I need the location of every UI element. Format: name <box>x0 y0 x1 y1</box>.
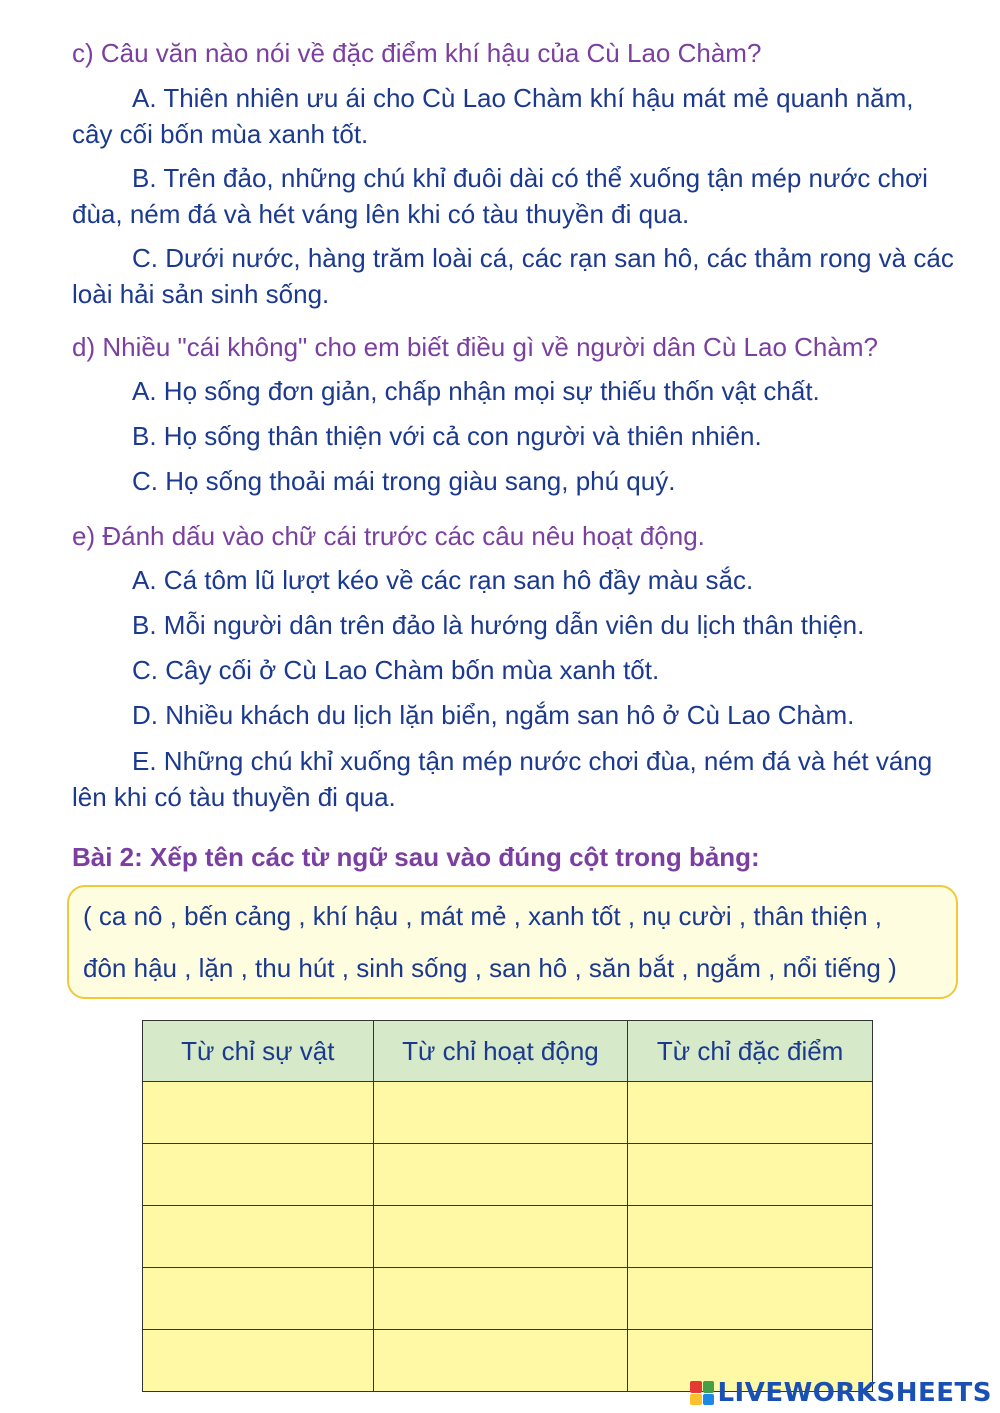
question-d-option-b: B. Họ sống thân thiện với cả con người và thiên nhiên. <box>132 421 762 451</box>
answer-cell[interactable] <box>628 1082 873 1144</box>
answer-cell[interactable] <box>628 1144 873 1206</box>
header-activities: Từ chỉ hoạt động <box>373 1021 628 1082</box>
table-row <box>143 1082 873 1144</box>
logo-square <box>703 1381 715 1393</box>
question-d-option-c: C. Họ sống thoải mái trong giàu sang, phú quý. <box>132 466 676 496</box>
header-things: Từ chỉ sự vật <box>143 1021 374 1082</box>
question-e-option-c[interactable]: C. Cây cối ở Cù Lao Chàm bốn mùa xanh tốt. <box>132 655 660 685</box>
question-c-prompt: c) Câu văn nào nói về đặc điểm khí hậu của Cù Lao Chàm? <box>72 38 762 68</box>
table-row <box>143 1144 873 1206</box>
word-bank-line-2: đôn hậu , lặn , thu hút , sinh sống , san hô , săn bắt , ngắm , nổi tiếng ) <box>83 953 897 983</box>
logo-square <box>690 1394 702 1406</box>
question-e-prompt: e) Đánh dấu vào chữ cái trước các câu nêu hoạt động. <box>72 521 705 551</box>
exercise-2-title: Bài 2: Xếp tên các từ ngữ sau vào đúng cột trong bảng: <box>72 842 760 872</box>
liveworksheets-watermark <box>690 1378 992 1408</box>
table-row <box>143 1206 873 1268</box>
answer-cell[interactable] <box>143 1144 374 1206</box>
header-characteristics: Từ chỉ đặc điểm <box>628 1021 873 1082</box>
question-d-option-a: A. Họ sống đơn giản, chấp nhận mọi sự thiếu thốn vật chất. <box>132 376 820 406</box>
answer-cell[interactable] <box>628 1206 873 1268</box>
question-c-option-a: A. Thiên nhiên ưu ái cho Cù Lao Chàm khí hậu mát mẻ quanh năm, cây cối bốn mùa xanh tốt. <box>72 83 914 149</box>
word-bank-box <box>67 885 958 999</box>
answer-cell[interactable] <box>143 1330 374 1392</box>
answer-cell[interactable] <box>373 1082 628 1144</box>
answer-cell[interactable] <box>373 1330 628 1392</box>
answer-cell[interactable] <box>373 1206 628 1268</box>
question-c-option-b: B. Trên đảo, những chú khỉ đuôi dài có thể xuống tận mép nước chơi đùa, ném đá và hét váng lên khi có tàu thuyền đi qua. <box>72 163 928 229</box>
question-c-option-c: C. Dưới nước, hàng trăm loài cá, các rạn san hô, các thảm rong và các loài hải sản sinh sống. <box>72 243 954 309</box>
answer-cell[interactable] <box>143 1268 374 1330</box>
liveworksheets-logo-icon <box>690 1381 714 1405</box>
answer-cell[interactable] <box>373 1144 628 1206</box>
classification-table <box>142 1020 873 1392</box>
liveworksheets-brand-text: LIVEWORKSHEETS <box>717 1378 992 1408</box>
logo-square <box>690 1381 702 1393</box>
answer-cell[interactable] <box>143 1082 374 1144</box>
question-d-prompt: d) Nhiều "cái không" cho em biết điều gì về người dân Cù Lao Chàm? <box>72 332 878 362</box>
word-bank-line-1: ( ca nô , bến cảng , khí hậu , mát mẻ , xanh tốt , nụ cười , thân thiện , <box>83 901 883 931</box>
question-e-option-b[interactable]: B. Mỗi người dân trên đảo là hướng dẫn viên du lịch thân thiện. <box>132 610 865 640</box>
logo-square <box>703 1394 715 1406</box>
question-e-option-a[interactable]: A. Cá tôm lũ lượt kéo về các rạn san hô đầy màu sắc. <box>132 565 754 595</box>
question-e-option-d[interactable]: D. Nhiều khách du lịch lặn biển, ngắm san hô ở Cù Lao Chàm. <box>132 700 855 730</box>
question-e-option-e[interactable]: E. Những chú khỉ xuống tận mép nước chơi đùa, ném đá và hét váng lên khi có tàu thuyền đi qua. <box>72 746 933 812</box>
answer-cell[interactable] <box>143 1206 374 1268</box>
answer-cell[interactable] <box>373 1268 628 1330</box>
answer-cell[interactable] <box>628 1268 873 1330</box>
table-row <box>143 1268 873 1330</box>
